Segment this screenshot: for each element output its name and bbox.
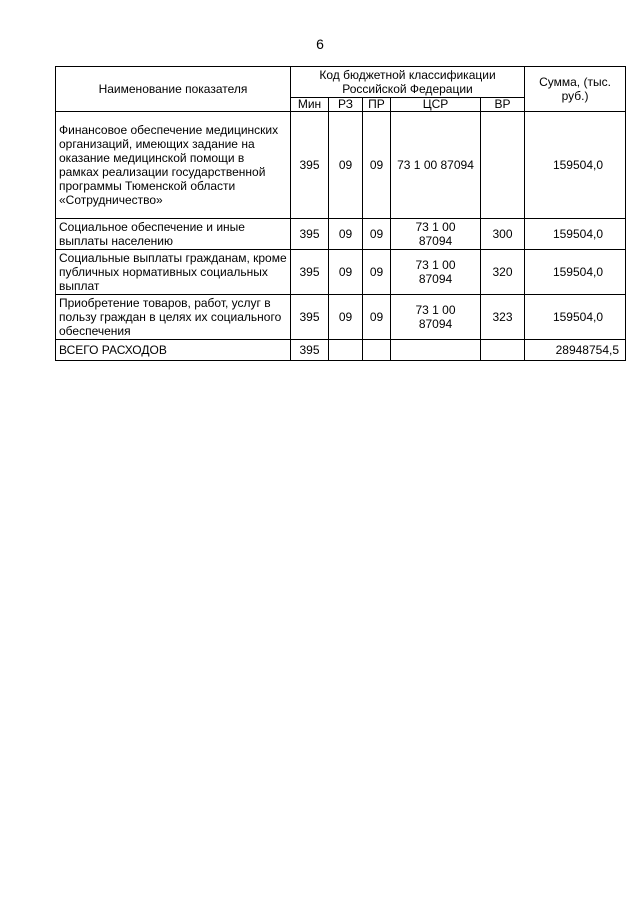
budget-table <box>55 66 626 361</box>
header-min: Мин <box>291 98 329 112</box>
total-vr <box>481 340 525 361</box>
row-pr: 09 <box>363 112 391 219</box>
row-min: 395 <box>291 250 329 295</box>
header-csr: ЦСР <box>391 98 481 112</box>
row-name: Социальные выплаты гражданам, кроме публичных нормативных социальных выплат <box>56 250 291 295</box>
row-name: Приобретение товаров, работ, услуг в пользу граждан в целях их социального обеспечения <box>56 295 291 340</box>
table-header-row <box>56 67 626 98</box>
row-vr: 323 <box>481 295 525 340</box>
row-pr: 09 <box>363 295 391 340</box>
total-pr <box>363 340 391 361</box>
row-sum: 159504,0 <box>525 219 626 250</box>
total-min: 395 <box>291 340 329 361</box>
row-pr: 09 <box>363 219 391 250</box>
total-label: ВСЕГО РАСХОДОВ <box>56 340 291 361</box>
row-rz: 09 <box>329 112 363 219</box>
header-pr: ПР <box>363 98 391 112</box>
header-name: Наименование показателя <box>56 67 291 112</box>
row-csr: 73 1 00 87094 <box>391 112 481 219</box>
row-pr: 09 <box>363 250 391 295</box>
header-rz: РЗ <box>329 98 363 112</box>
row-csr: 73 1 00 87094 <box>391 250 481 295</box>
header-sum: Сумма, (тыс. руб.) <box>525 67 626 112</box>
row-vr: 320 <box>481 250 525 295</box>
total-rz <box>329 340 363 361</box>
row-rz: 09 <box>329 250 363 295</box>
row-name: Финансовое обеспечение медицинских организаций, имеющих задание на оказание медицинской помощи в рамках реализации государственной программы Тюменской области «Сотрудничество» <box>56 112 291 219</box>
row-name: Социальное обеспечение и иные выплаты населению <box>56 219 291 250</box>
row-min: 395 <box>291 219 329 250</box>
row-rz: 09 <box>329 219 363 250</box>
row-rz: 09 <box>329 295 363 340</box>
table-row <box>56 250 626 295</box>
header-vr: ВР <box>481 98 525 112</box>
total-csr <box>391 340 481 361</box>
header-code-group: Код бюджетной классификации Российской Федерации <box>291 67 525 98</box>
row-sum: 159504,0 <box>525 295 626 340</box>
row-csr: 73 1 00 87094 <box>391 295 481 340</box>
row-sum: 159504,0 <box>525 250 626 295</box>
total-sum: 28948754,5 <box>525 340 626 361</box>
page-number: 6 <box>316 36 324 52</box>
row-vr <box>481 112 525 219</box>
row-min: 395 <box>291 295 329 340</box>
table-row <box>56 112 626 219</box>
table-row <box>56 219 626 250</box>
row-csr: 73 1 00 87094 <box>391 219 481 250</box>
total-row <box>56 340 626 361</box>
row-vr: 300 <box>481 219 525 250</box>
row-sum: 159504,0 <box>525 112 626 219</box>
row-min: 395 <box>291 112 329 219</box>
table-row <box>56 295 626 340</box>
